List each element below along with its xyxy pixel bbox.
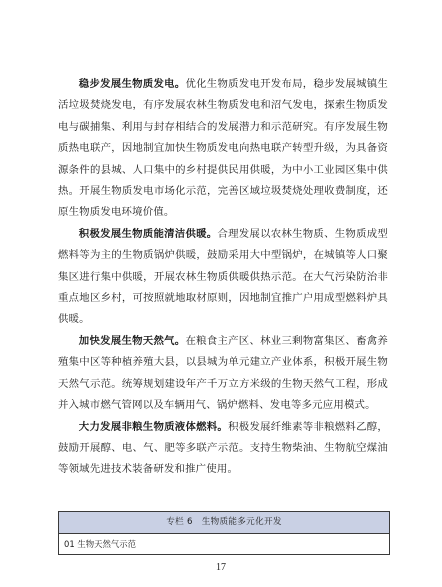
paragraph-lead: 稳步发展生物质发电。: [78, 78, 186, 90]
feature-box-title: 专栏 6 生物质能多元化开发: [59, 512, 389, 534]
paragraph-liquid-fuel: [58, 417, 388, 481]
paragraph-text: 优化生物质发电开发布局，稳步发展城镇生活垃圾焚烧发电，有序发展农林生物质发电和沼气发电，探索生物质发电与碳捕集、利用与封存相结合的发展潜力和示范研究。有序发展生物质热电联产，因地制宜加快生物质发电向热电联产转型升级，为具备资源条件的县城、人口集中的乡村提供民用供暖，为中小工业园区集中供热。开展生物质发电市场化示范，完善区域垃圾焚烧处理收费制度，还原生物质发电环境价值。: [58, 78, 388, 219]
body-text: [58, 74, 388, 481]
paragraph-text: 积极发展纤维素等非粮燃料乙醇，鼓励开展醇、电、气、肥等多联产示范。支持生物柴油、生物航空煤油等领域先进技术装备研发和推广使用。: [58, 420, 388, 476]
paragraph-text: 合理发展以农林生物质、生物质成型燃料等为主的生物质锅炉供暖，鼓励采用大中型锅炉，在城镇等人口聚集区进行集中供暖，开展农林生物质供暖供热示范。在大气污染防治非重点地区乡村，可按照就地取材原则，因地制宜推广户用成型燃料炉具供暖。: [58, 227, 388, 326]
feature-box-item: 01 生物天然气示范: [64, 539, 136, 549]
feature-box: [58, 511, 390, 555]
paragraph-biogas: [58, 331, 388, 417]
paragraph-text: 在粮食主产区、林业三剩物富集区、畜禽养殖集中区等种植养殖大县，以县城为单元建立产业体系，积极开展生物天然气示范。统筹规划建设年产千万立方米级的生物天然气工程，形成并入城市燃气管网以及车辆用气、锅炉燃料、发电等多元应用模式。: [58, 334, 388, 412]
paragraph-biomass-power: [58, 74, 388, 224]
page-number: 17: [216, 562, 226, 573]
paragraph-lead: 加快发展生物天然气。: [78, 334, 186, 347]
paragraph-biomass-heating: [58, 224, 388, 331]
paragraph-lead: 积极发展生物质能清洁供暖。: [78, 227, 218, 240]
paragraph-lead: 大力发展非粮生物质液体燃料。: [78, 420, 229, 433]
